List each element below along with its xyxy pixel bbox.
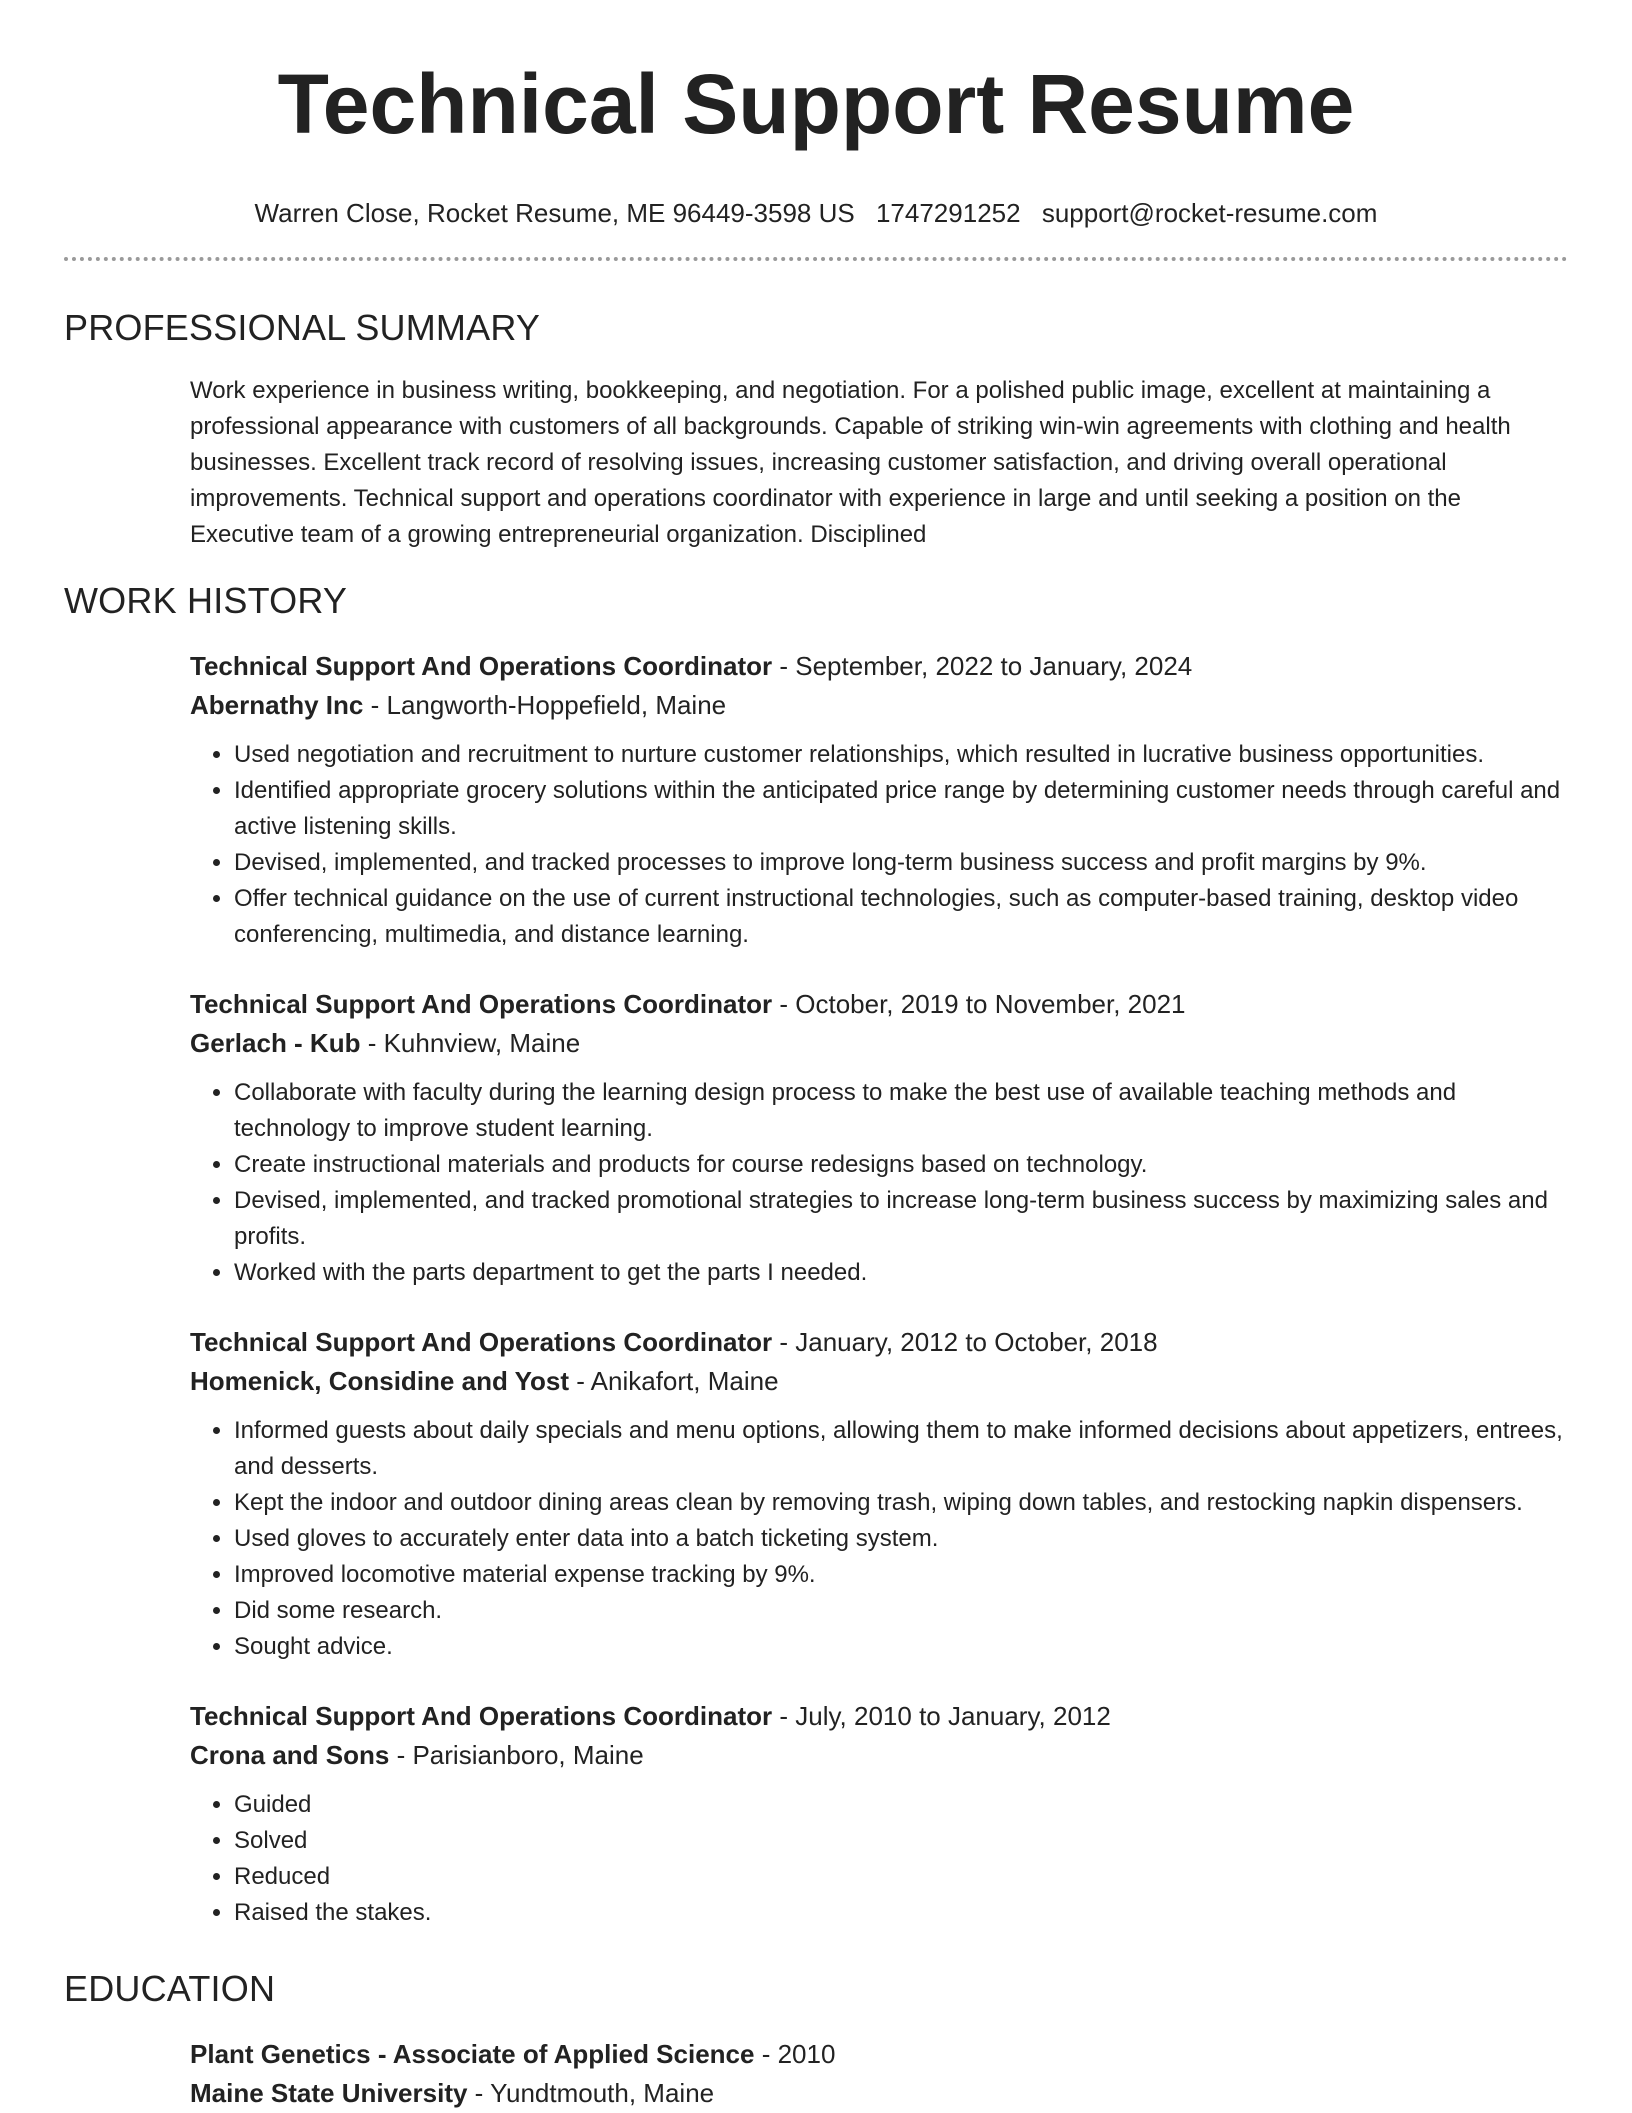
job-bullet: • Raised the stakes. bbox=[234, 1895, 1568, 1931]
education-school: Maine State University bbox=[190, 2078, 468, 2108]
job-entry bbox=[190, 1323, 1568, 1665]
job-bullet: • Create instructional materials and products for course redesigns based on technology. bbox=[234, 1147, 1568, 1183]
job-bullet: • Did some research. bbox=[234, 1593, 1568, 1629]
job-company-line bbox=[190, 1024, 1568, 1063]
job-bullet: • Devised, implemented, and tracked promotional strategies to increase long-term business success by maximizing sales and profits. bbox=[234, 1183, 1568, 1255]
job-dates: - January, 2012 to October, 2018 bbox=[772, 1327, 1158, 1357]
contact-phone: 1747291252 bbox=[875, 198, 1021, 228]
job-bullet: • Sought advice. bbox=[234, 1629, 1568, 1665]
job-entry bbox=[190, 647, 1568, 953]
job-company-line bbox=[190, 686, 1568, 725]
job-title-line bbox=[190, 1697, 1568, 1736]
section-title-work-history: WORK HISTORY bbox=[64, 580, 348, 621]
job-company-line bbox=[190, 1736, 1568, 1775]
job-location: - Langworth-Hoppefield, Maine bbox=[363, 690, 727, 720]
job-title: Technical Support And Operations Coordinator bbox=[190, 651, 773, 681]
summary-text: Work experience in business writing, bookkeeping, and negotiation. For a polished public image, excellent at maintaining a professional appearance with customers of all backgrounds. Capable of striking win-win agreements with clothing and health businesses. Excellent track record of resolving issues, increasing customer satisfaction, and driving overall operational improvements. Technical support and operations coordinator with experience in large and until seeking a position on the Executive team of a growing entrepreneurial organization. Disciplined bbox=[190, 377, 1511, 548]
job-bullet: • Improved locomotive material expense tracking by 9%. bbox=[234, 1557, 1568, 1593]
job-company: Abernathy Inc bbox=[190, 690, 364, 720]
job-bullet: • Collaborate with faculty during the learning design process to make the best use of available teaching methods and technology to improve student learning. bbox=[234, 1075, 1568, 1147]
job-dates: - October, 2019 to November, 2021 bbox=[772, 989, 1186, 1019]
job-title-line bbox=[190, 1323, 1568, 1362]
job-title: Technical Support And Operations Coordinator bbox=[190, 1701, 773, 1731]
header-divider bbox=[64, 257, 1568, 261]
job-bullet: • Worked with the parts department to get the parts I needed. bbox=[234, 1255, 1568, 1291]
job-company: Homenick, Considine and Yost bbox=[190, 1366, 569, 1396]
contact-email: support@rocket-resume.com bbox=[1041, 198, 1378, 228]
job-bullet: • Offer technical guidance on the use of current instructional technologies, such as computer-based training, desktop video conferencing, multimedia, and distance learning. bbox=[234, 881, 1568, 953]
job-title-line bbox=[190, 985, 1568, 1024]
job-entry bbox=[190, 985, 1568, 1291]
page-title: Technical Support Resume bbox=[277, 57, 1355, 151]
job-location: - Anikafort, Maine bbox=[569, 1366, 779, 1396]
job-bullet: • Kept the indoor and outdoor dining areas clean by removing trash, wiping down tables, and restocking napkin dispensers. bbox=[234, 1485, 1568, 1521]
job-dates: - July, 2010 to January, 2012 bbox=[772, 1701, 1111, 1731]
education-degree: Plant Genetics - Associate of Applied Science bbox=[190, 2039, 755, 2069]
job-location: - Parisianboro, Maine bbox=[389, 1740, 644, 1770]
education-entry bbox=[190, 2035, 1568, 2113]
job-bullet: • Used gloves to accurately enter data into a batch ticketing system. bbox=[234, 1521, 1568, 1557]
section-title-education: EDUCATION bbox=[64, 1968, 276, 2009]
job-bullet: • Solved bbox=[234, 1823, 1568, 1859]
job-bullets bbox=[190, 1787, 1568, 1931]
job-bullet: • Informed guests about daily specials and menu options, allowing them to make informed decisions about appetizers, entrees, and desserts. bbox=[234, 1413, 1568, 1485]
job-bullets bbox=[190, 1413, 1568, 1665]
job-bullet: • Used negotiation and recruitment to nurture customer relationships, which resulted in lucrative business opportunities. bbox=[234, 737, 1568, 773]
education-location: - Yundtmouth, Maine bbox=[467, 2078, 715, 2108]
job-title-line bbox=[190, 647, 1568, 686]
contact-address: Warren Close, Rocket Resume, ME 96449-3598 US bbox=[254, 198, 855, 228]
job-entry bbox=[190, 1697, 1568, 1931]
contact-line bbox=[64, 198, 1568, 228]
job-dates: - September, 2022 to January, 2024 bbox=[772, 651, 1193, 681]
job-company: Crona and Sons bbox=[190, 1740, 390, 1770]
education-school-line bbox=[190, 2074, 1568, 2113]
job-company-line bbox=[190, 1362, 1568, 1401]
job-bullet: • Guided bbox=[234, 1787, 1568, 1823]
job-title: Technical Support And Operations Coordinator bbox=[190, 989, 773, 1019]
job-location: - Kuhnview, Maine bbox=[360, 1028, 581, 1058]
job-bullets bbox=[190, 737, 1568, 953]
resume-page bbox=[64, 0, 1568, 2113]
section-title-summary: PROFESSIONAL SUMMARY bbox=[64, 307, 541, 348]
job-bullet: • Identified appropriate grocery solutions within the anticipated price range by determining customer needs through careful and active listening skills. bbox=[234, 773, 1568, 845]
job-bullet: • Reduced bbox=[234, 1859, 1568, 1895]
education-degree-line bbox=[190, 2035, 1568, 2074]
job-bullets bbox=[190, 1075, 1568, 1291]
job-company: Gerlach - Kub bbox=[190, 1028, 361, 1058]
education-year: - 2010 bbox=[754, 2039, 836, 2069]
job-title: Technical Support And Operations Coordinator bbox=[190, 1327, 773, 1357]
job-bullet: • Devised, implemented, and tracked processes to improve long-term business success and profit margins by 9%. bbox=[234, 845, 1568, 881]
